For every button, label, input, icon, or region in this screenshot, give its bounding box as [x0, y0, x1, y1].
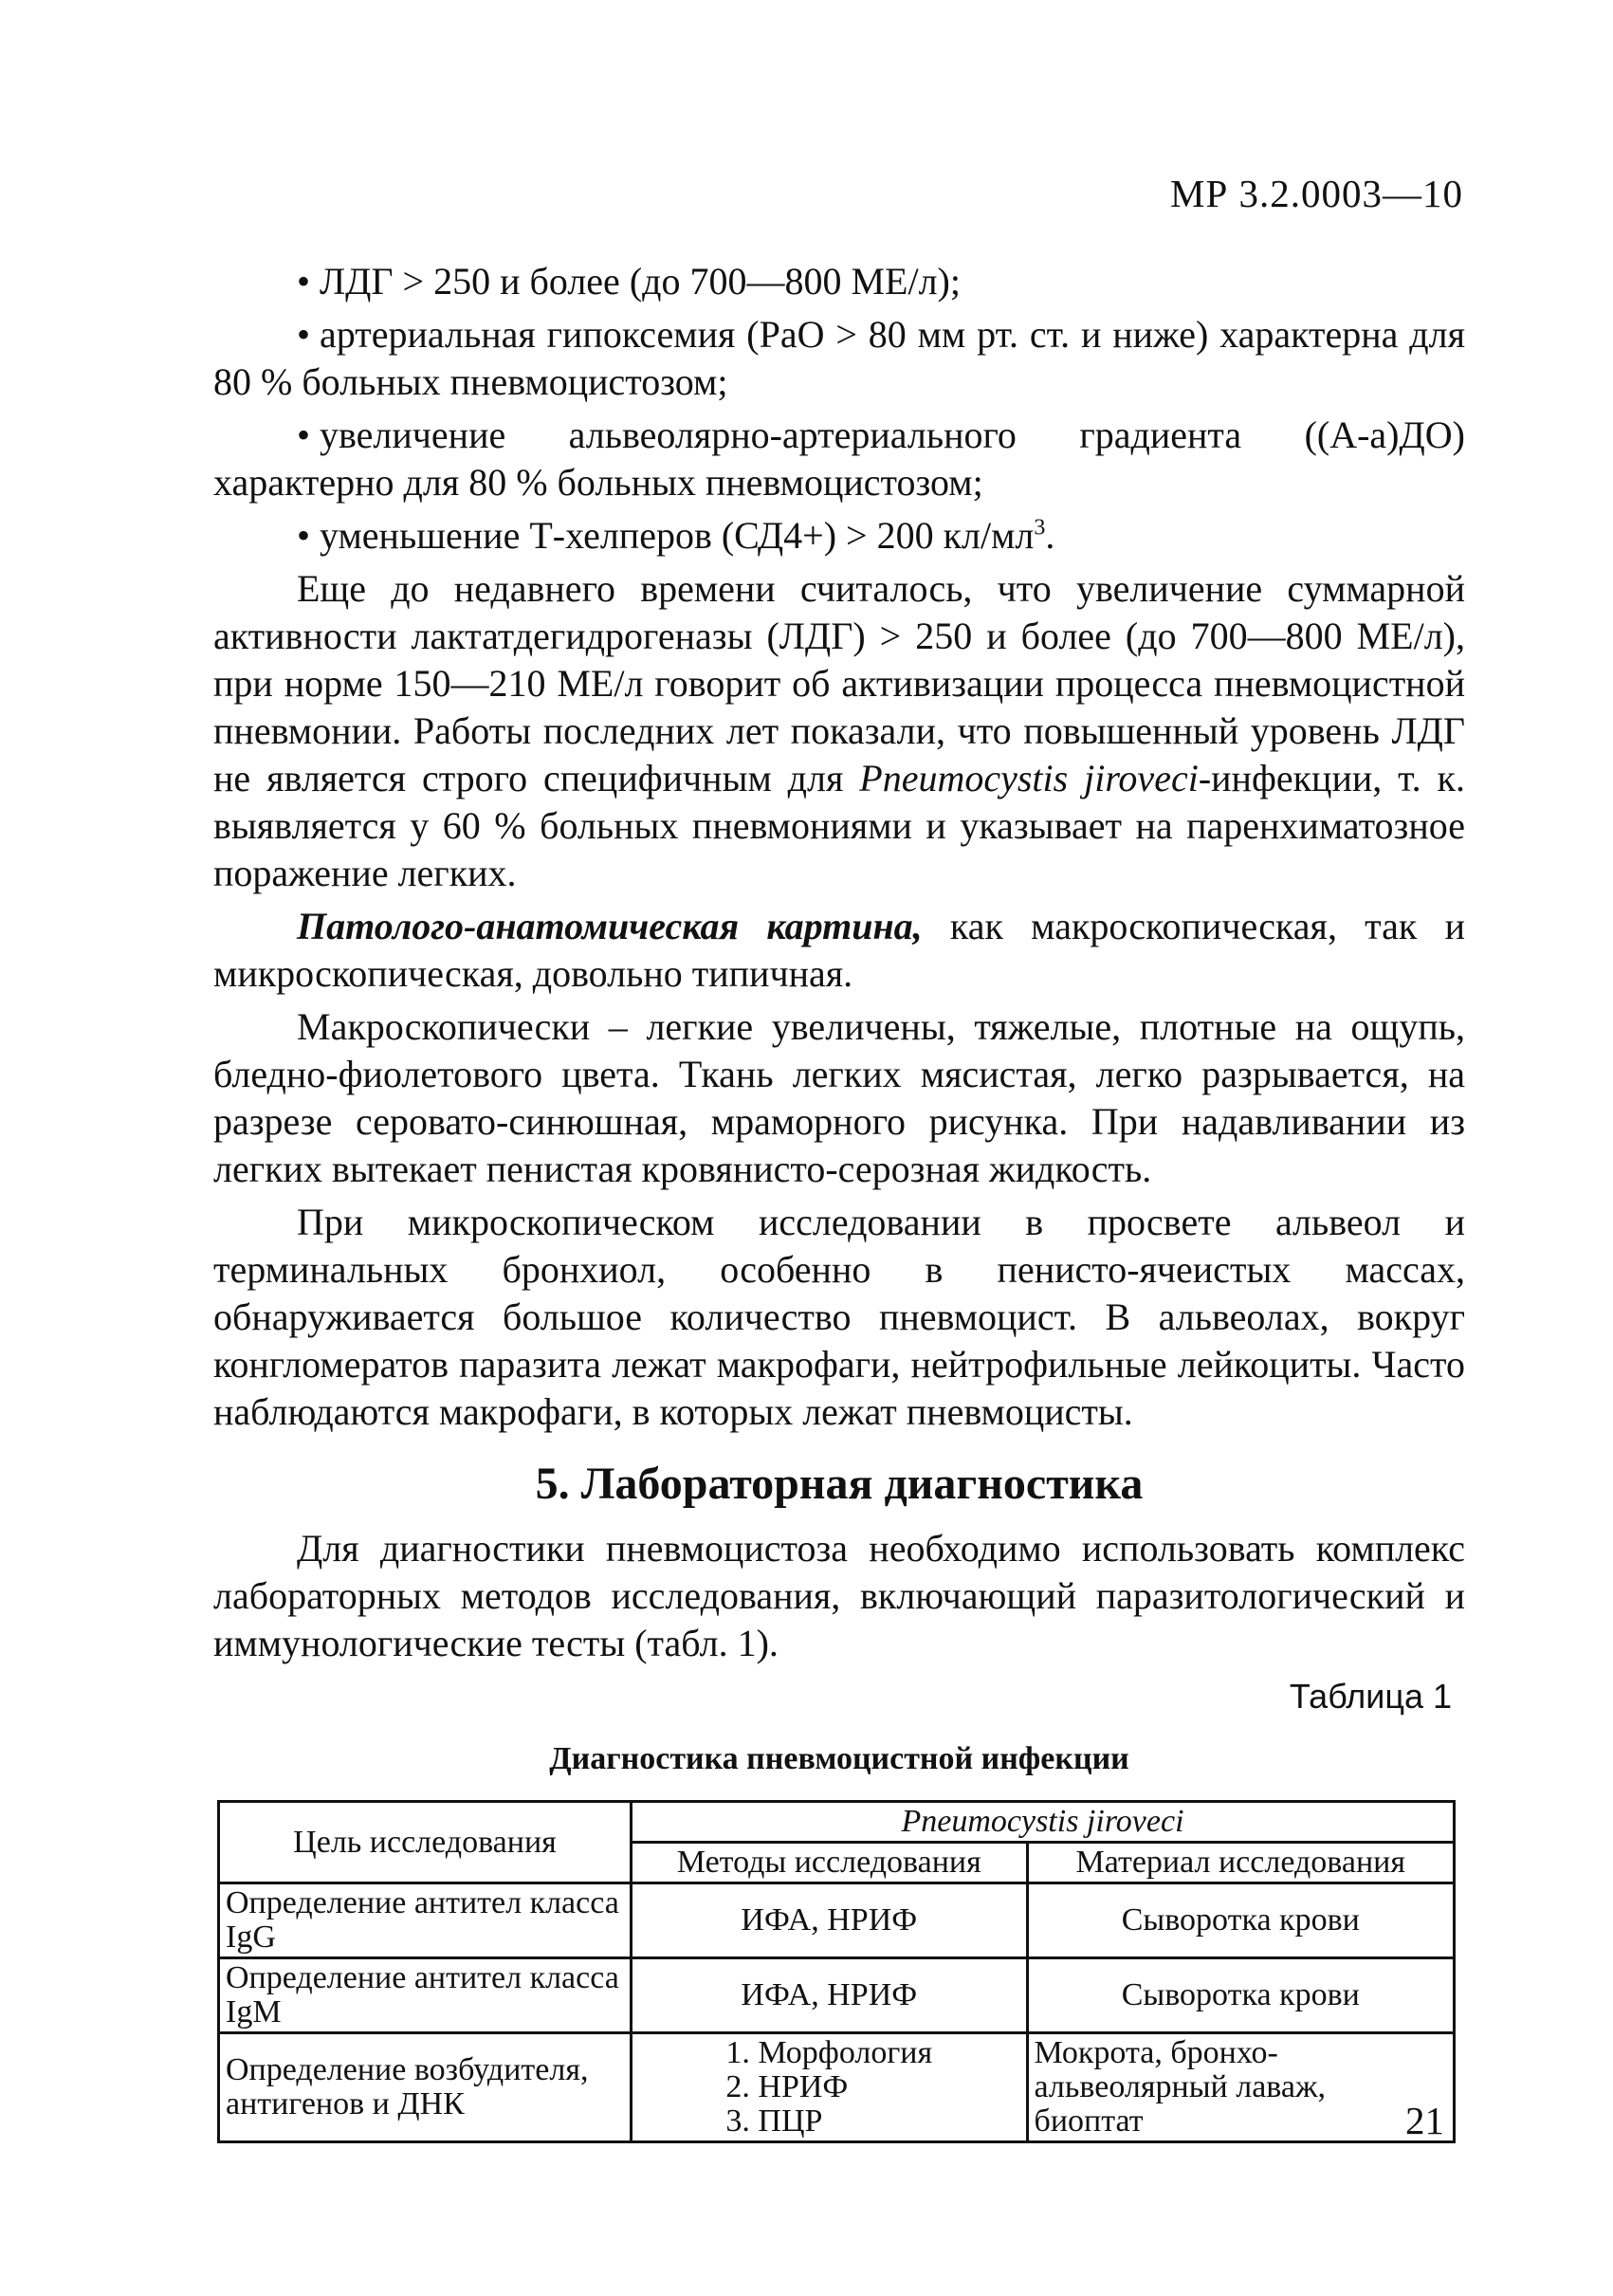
paragraph-ldh: [213, 565, 1465, 897]
table-row: [219, 2033, 1455, 2142]
paragraph-text: как макроскопическая, так и микроскопическая, довольно типичная.: [213, 905, 1465, 995]
cell-material: Сыворотка крови: [1027, 1958, 1454, 2033]
method-item: 2. НРИФ: [725, 2069, 849, 2104]
methods-list: [725, 2036, 932, 2139]
material-line: альвеолярный лаваж,: [1034, 2069, 1326, 2104]
paragraph-macroscopy: Макроскопически – легкие увеличены, тяжелые, плотные на ощупь, бледно-фиолетового цвета. Ткань легких мясистая, легко разрывается, на разрезе серовато-синюшная, мраморного рисунка. При надавливании из легких вытекает пенистая кровянисто-серозная жидкость.: [213, 1005, 1465, 1190]
diagnostics-table: [217, 1800, 1456, 2143]
bullet-tail: .: [1045, 514, 1055, 557]
cell-material: [1027, 2033, 1454, 2142]
header-methods: Методы исследования: [632, 1843, 1028, 1883]
cell-material: Сыворотка крови: [1027, 1883, 1454, 1958]
table-header-row: [219, 1802, 1455, 1843]
bullet-icon: •: [297, 260, 311, 303]
paragraph-pathology: [213, 903, 1465, 998]
cell-method: [632, 2033, 1028, 2142]
material-line: биоптат: [1034, 2103, 1144, 2139]
cell-goal: Определение антител класса IgM: [219, 1958, 632, 2033]
bullet-icon: •: [297, 313, 311, 356]
organism-name: Pneumocystis jiroveci: [859, 757, 1199, 799]
header-goal: Цель исследования: [219, 1802, 632, 1883]
cell-goal: Определение возбудителя, антигенов и ДНК: [219, 2033, 632, 2142]
bullet-item: [213, 258, 1465, 305]
header-material: Материал исследования: [1027, 1843, 1454, 1883]
table-title: Диагностика пневмоцистной инфекции: [549, 1741, 1129, 1776]
bullet-item: [213, 311, 1465, 406]
material-line: Мокрота, бронхо-: [1034, 2035, 1278, 2070]
document-code: МР 3.2.0003—10: [1169, 172, 1463, 215]
bullet-item: [213, 512, 1465, 560]
cell-method: ИФА, НРИФ: [632, 1958, 1028, 2033]
emphasis-term: Патолого-анатомическая картина,: [297, 905, 923, 947]
paragraph-text: -инфекции, т. к. выявляется у 60 % больных пневмониями и указывает на паренхиматозное поражение легких.: [213, 757, 1465, 894]
superscript: 3: [1034, 515, 1046, 541]
page-number: 21: [1405, 2099, 1444, 2142]
table-label: Таблица 1: [1289, 1677, 1452, 1716]
bullet-item: [213, 412, 1465, 506]
bullet-text: артериальная гипоксемия (РаО > 80 мм рт. ст. и ниже) характерна для 80 % больных пневмоцистозом;: [213, 313, 1465, 403]
table-row: [219, 1883, 1455, 1958]
cell-method: ИФА, НРИФ: [632, 1883, 1028, 1958]
body-text: [213, 258, 1465, 2143]
bullet-text: ЛДГ > 250 и более (до 700—800 МЕ/л);: [320, 260, 961, 303]
section-title: 5. Лабораторная диагностика: [535, 1459, 1144, 1509]
bullet-icon: •: [297, 514, 311, 557]
bullet-icon: •: [297, 413, 311, 456]
bullet-text: уменьшение Т-хелперов (СД4+) > 200 кл/мл: [320, 514, 1035, 557]
method-item: 1. Морфология: [725, 2035, 933, 2070]
method-item: 3. ПЦР: [725, 2103, 823, 2139]
header-organism: Pneumocystis jiroveci: [632, 1802, 1455, 1843]
paragraph-text: Еще до недавнего времени считалось, что увеличение суммарной активности лактатдегидрогеназы (ЛДГ) > 250 и более (до 700—800 МЕ/л), при норме 150—210 МЕ/л говорит об активизации процесса пневмоцистной пневмонии. Работы последних лет показали, что повышенный уровень ЛДГ не является строго специфичным для: [213, 567, 1465, 799]
section-intro: Для диагностики пневмоцистоза необходимо использовать комплекс лабораторных методов исследования, включающий паразитологический и иммунологические тесты (табл. 1).: [213, 1527, 1465, 1664]
paragraph-microscopy: При микроскопическом исследовании в просвете альвеол и терминальных бронхиол, особенно в пенисто-ячеистых массах, обнаруживается большое количество пневмоцист. В альвеолах, вокруг конгломератов паразита лежат макрофаги, нейтрофильные лейкоциты. Часто наблюдаются макрофаги, в которых лежат пневмоцисты.: [213, 1201, 1465, 1433]
table-row: [219, 1958, 1455, 2033]
bullet-text: увеличение альвеолярно-артериального градиента ((А-а)ДО) характерно для 80 % больных пневмоцистозом;: [213, 413, 1465, 504]
cell-goal: Определение антител класса IgG: [219, 1883, 632, 1958]
